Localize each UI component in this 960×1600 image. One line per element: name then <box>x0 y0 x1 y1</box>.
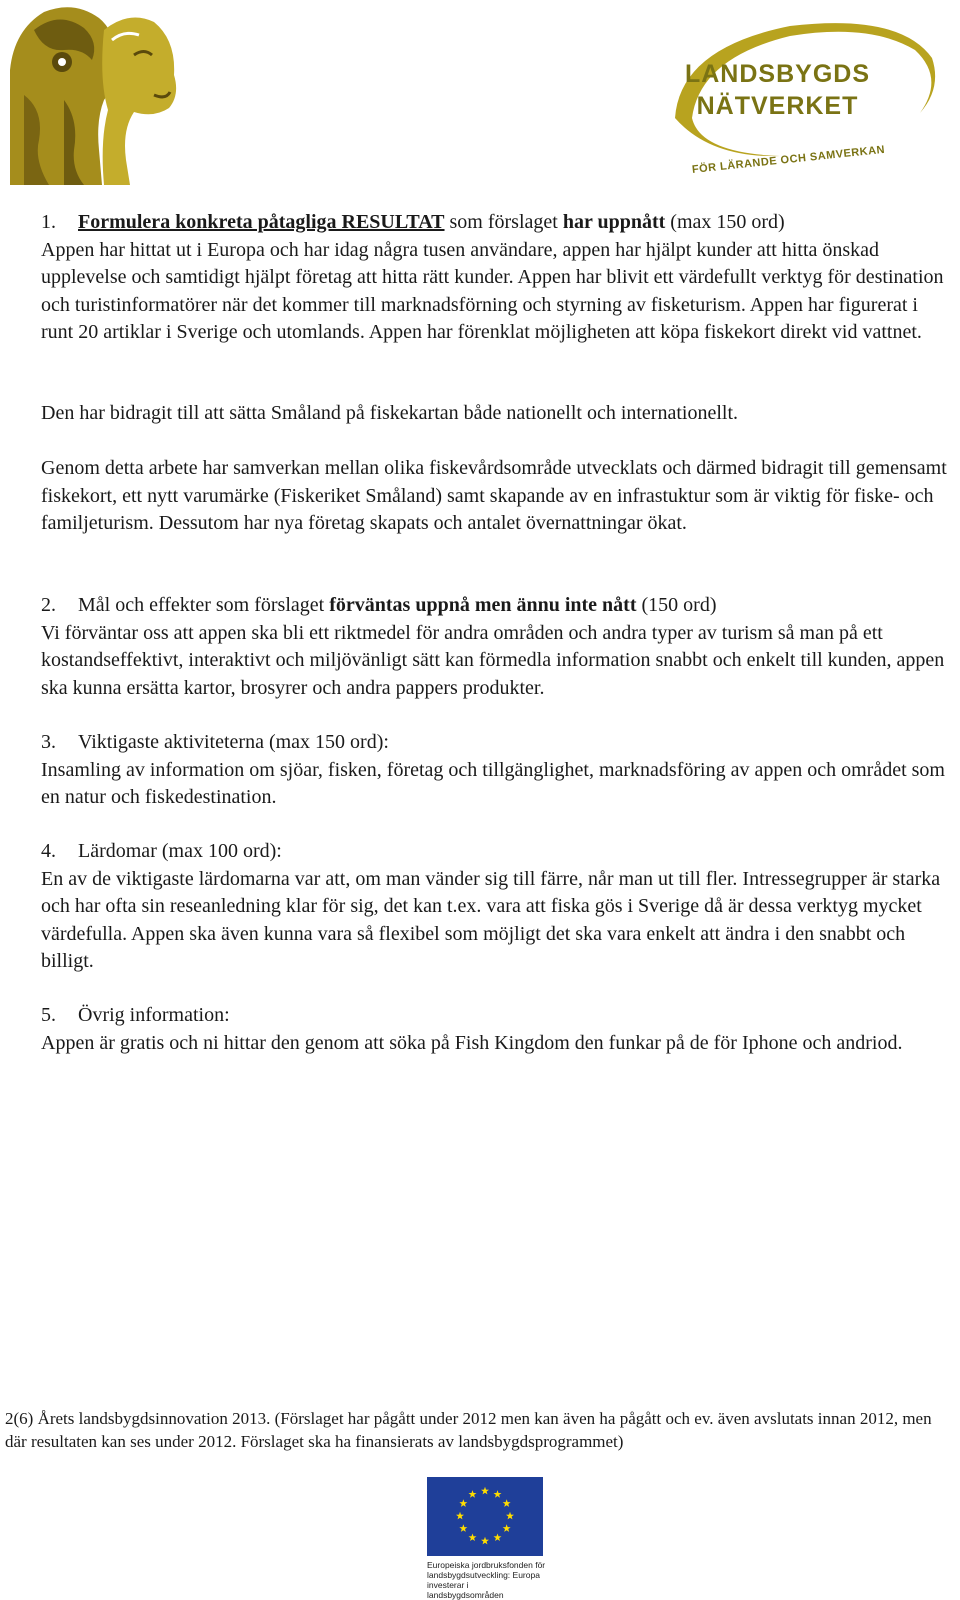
section-4-heading: Lärdomar (max 100 ord): <box>78 840 282 862</box>
section-2-heading <box>41 592 951 620</box>
section-2-number: 2. <box>41 594 56 616</box>
section-1-heading-mid: som förslaget <box>444 211 563 233</box>
section-1-heading-bold: har uppnått <box>562 211 666 233</box>
section-2-heading-tail: (150 ord) <box>636 594 717 616</box>
section-5-heading: Övrig information: <box>78 1004 230 1026</box>
section-3-number: 3. <box>41 731 56 753</box>
section-1 <box>41 209 951 347</box>
section-2-heading-bold: förväntas uppnå men ännu inte nått <box>329 594 637 616</box>
section-1-number: 1. <box>41 211 56 233</box>
section-4-number: 4. <box>41 840 56 862</box>
eu-logo-line-1: Europeiska jordbruksfonden för <box>427 1560 546 1570</box>
logo-line-2: NÄTVERKET <box>696 92 859 120</box>
sheep-logo <box>4 0 182 185</box>
eu-logo-line-2: landsbygdsutveckling: Europa <box>427 1570 540 1580</box>
landsbygdsnatverket-logo <box>670 18 955 188</box>
section-2 <box>41 592 951 702</box>
section-1-heading <box>41 209 951 237</box>
section-3-body: Insamling av information om sjöar, fisken, företag och tillgänglighet, marknadsföring av appen och området som en natur och fiskedestination. <box>41 758 945 809</box>
section-3-heading: Viktigaste aktiviteterna (max 150 ord): <box>78 731 389 753</box>
section-5-body: Appen är gratis och ni hittar den genom att söka på Fish Kingdom den funkar på de för Iphone och andriod. <box>41 1031 903 1054</box>
section-1-paragraph-1: Appen har hittat ut i Europa och har idag några tusen användare, appen har hjälpt kunder att hitta önskad upplevelse och samtidigt hjälpt företag att hitta rätt kunder. Appen har blivit ett värdefullt verktyg för destination och turistinformatörer när det kommer till marknadsförning och styrning av fisketurism. Appen har figurerat i runt 20 artiklar i Sverige och utomlands. Appen har förenklat möjligheten att köpa fiskekort direkt vid vattnet. <box>41 238 944 344</box>
footer-note: 2(6) Årets landsbygdsinnovation 2013. (Förslaget har pågått under 2012 men kan även ha pågått och ev. även avslutats innan 2012, men där resultaten kan ses under 2012. Förslaget ska ha finansierats av landsbygdsprogrammet) <box>5 1409 932 1451</box>
eu-logo <box>427 1477 547 1600</box>
section-1-heading-tail: (max 150 ord) <box>665 211 785 233</box>
eu-flag-icon <box>427 1477 543 1556</box>
section-1-paragraph-3: Genom detta arbete har samverkan mellan olika fiskevårdsområde utvecklats och därmed bidragit till gemensamt fiskekort, ett nytt varumärke (Fiskeriket Småland) samt skapande av en infrastuktur som är viktig för fiske- och familjeturism. Dessutom har nya företag skapats och antalet övernattningar ökat. <box>41 457 947 535</box>
section-1-heading-underlined: Formulera konkreta påtagliga RESULTAT <box>78 211 445 233</box>
section-4 <box>41 838 951 976</box>
section-1-paragraph-2: Den har bidragit till att sätta Småland på fiskekartan både nationellt och internationellt. <box>41 402 739 424</box>
logo-line-1: LANDSBYGDS <box>684 60 870 88</box>
section-5 <box>41 1002 951 1057</box>
section-4-body: En av de viktigaste lärdomarna var att, om man vänder sig till färre, når man ut till fler. Intressegrupper är starka och har ofta sin reseanledning klar för sig, det kan t.ex. vara att fiska gös i Sverige då är dessa verktyg mycket värdefulla. Appen ska även kunna vara så flexibel som möjligt det ska vara enkelt att ändra i den snabbt och billigt. <box>41 867 941 973</box>
section-5-number: 5. <box>41 1004 56 1026</box>
section-3 <box>41 729 951 812</box>
section-2-heading-pre: Mål och effekter som förslaget <box>78 594 330 616</box>
logo-tagline: FÖR LÄRANDE OCH SAMVERKAN <box>691 143 886 176</box>
eu-logo-line-3: investerar i landsbygdsområden <box>427 1580 504 1600</box>
section-2-body: Vi förväntar oss att appen ska bli ett riktmedel för andra områden och andra typer av turism så man på ett kostandseffektivt, interaktivt och miljövänligt sätt kan förmedla information snabbt och enkelt till kunden, appen ska kunna ersätta kartor, brosyrer och andra pappers produkter. <box>41 621 945 699</box>
